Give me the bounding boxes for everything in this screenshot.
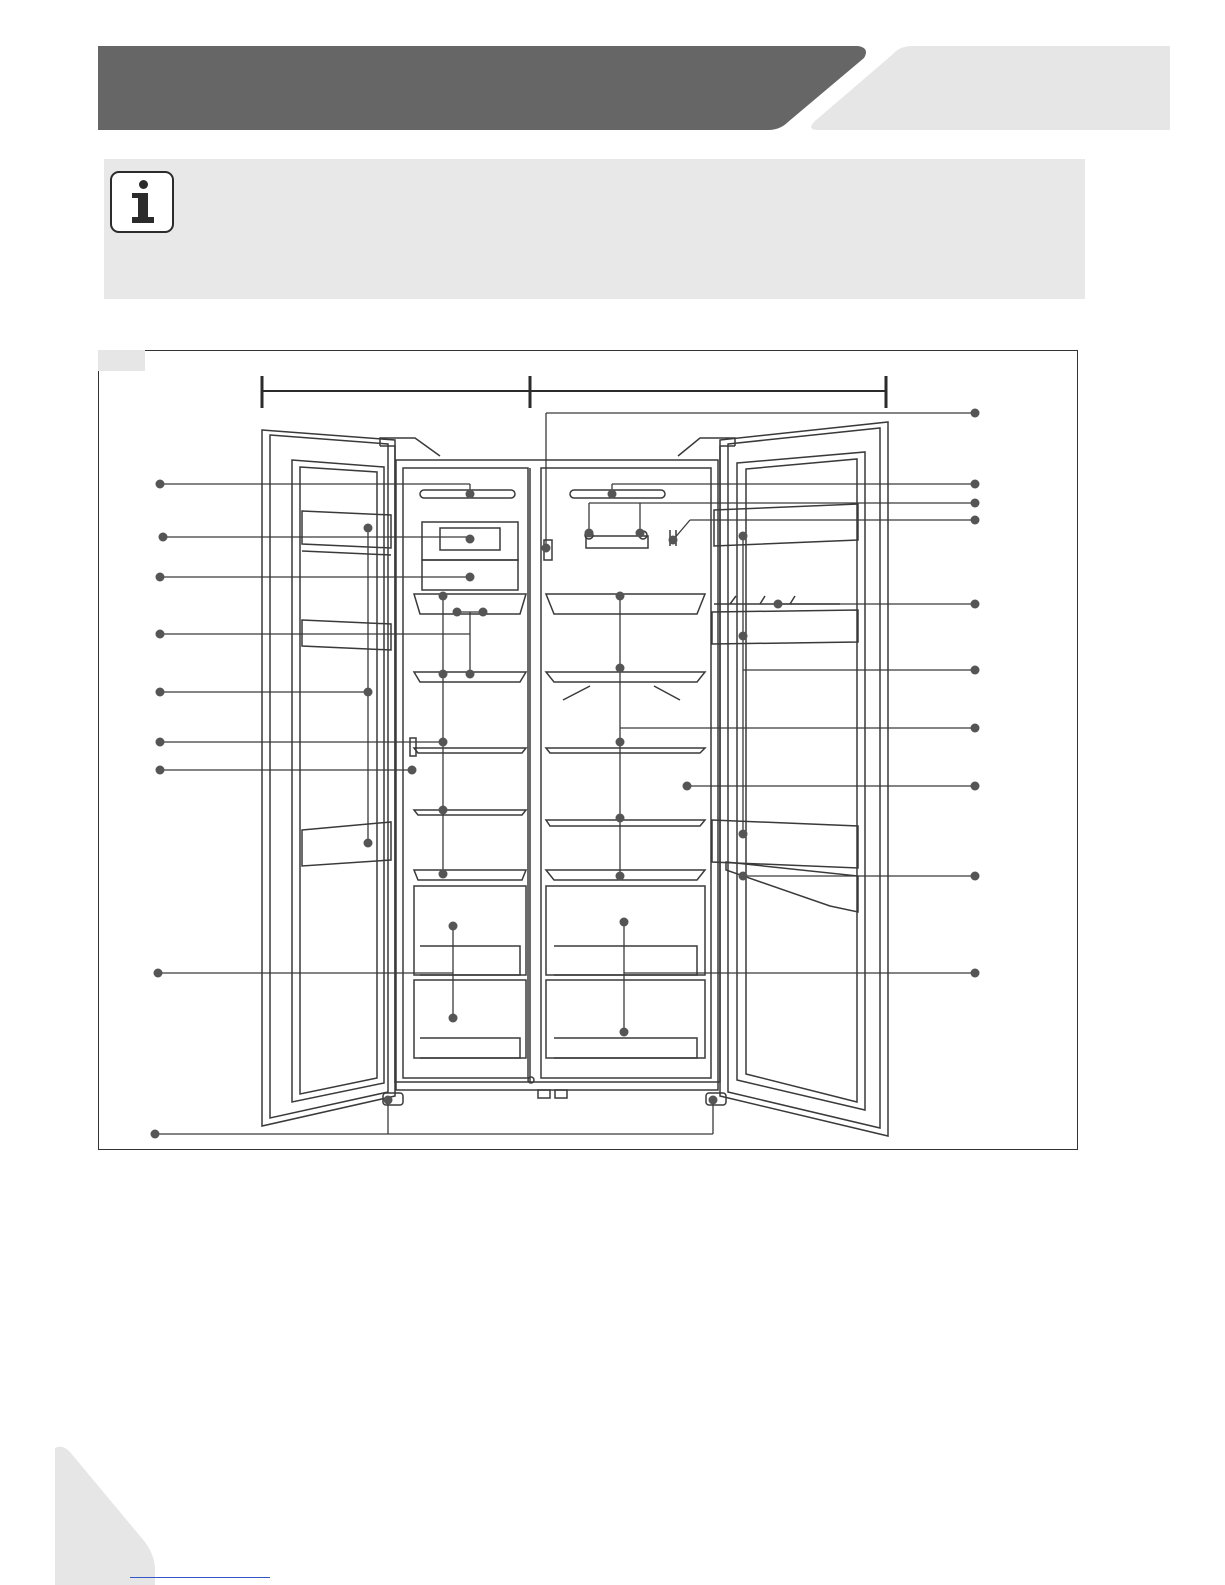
footer-link-underline[interactable]	[130, 1577, 270, 1578]
